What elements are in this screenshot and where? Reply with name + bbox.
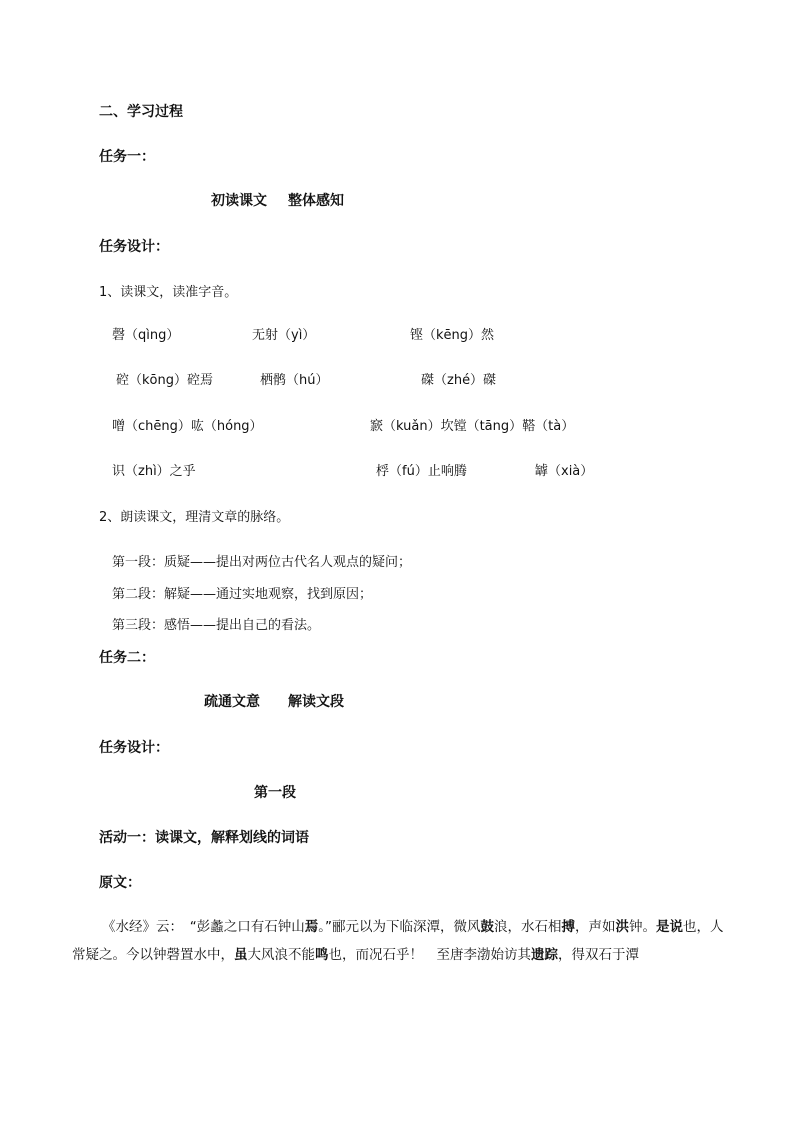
original-passage — [72, 913, 724, 969]
pron-item: 磔（zhé）磔 — [421, 373, 497, 388]
passage-segment: 也，人常疑之。今以钟磬置水中， — [72, 919, 724, 963]
passage-keyword: 虽 — [234, 947, 248, 963]
pron-item: 窾（kuǎn）坎镗（tāng）鞳（tà） — [370, 419, 575, 434]
passage-segment: 《水经》云： “彭蠡之口有石钟山 — [102, 919, 305, 935]
step1-text: 1、读课文，读准字音。 — [99, 285, 238, 300]
pron-item: 栖鹘（hú） — [260, 373, 329, 388]
passage-keyword: 鸣 — [315, 947, 329, 963]
pron-item: 无射（yì） — [252, 328, 316, 343]
task1-design-label: 任务设计： — [99, 239, 169, 255]
passage-segment: 也，而况石乎！ 至唐李渤始访其 — [328, 947, 531, 963]
passage-segment: 浪，水石相 — [494, 919, 562, 935]
task2-title-a: 疏通文意 — [204, 694, 260, 710]
task2-title-b: 解读文段 — [288, 694, 344, 710]
task2-design-label: 任务设计： — [99, 740, 169, 756]
passage-keyword: 是说 — [656, 919, 683, 935]
passage-keyword: 鼓 — [480, 919, 494, 935]
structure-item: 第二段：解疑——通过实地观察，找到原因； — [112, 587, 373, 602]
structure-item: 第一段：质疑——提出对两位古代名人观点的疑问； — [112, 555, 412, 570]
passage-segment: ，得双石于潭 — [558, 947, 639, 963]
pron-item: 硿（kōng）硿焉 — [116, 373, 213, 388]
pron-item: 铿（kēng）然 — [410, 328, 495, 343]
step2-text: 2、朗读课文，理清文章的脉络。 — [99, 510, 290, 525]
passage-keyword: 焉 — [304, 919, 319, 935]
pron-item: 罅（xià） — [535, 464, 594, 479]
passage-segment: 钟。 — [629, 919, 656, 935]
passage-keyword: 遗踪 — [531, 947, 558, 963]
section-heading: 二、学习过程 — [99, 104, 183, 120]
activity-label: 活动一：读课文，解释划线的词语 — [99, 830, 309, 846]
passage-segment: 。”郦元以为下临深潭，微风 — [318, 919, 481, 935]
pron-item: 噌（chēng）吰（hóng） — [112, 419, 263, 434]
pron-item: 识（zhì）之乎 — [112, 464, 196, 479]
task1-label: 任务一： — [99, 149, 155, 165]
task1-title-b: 整体感知 — [288, 193, 344, 209]
passage-keyword: 洪 — [615, 919, 629, 935]
pron-item: 磬（qìng） — [112, 328, 180, 343]
part-title: 第一段 — [254, 785, 296, 801]
passage-segment: 大风浪不能 — [247, 947, 315, 963]
task1-title-a: 初读课文 — [211, 193, 267, 209]
passage-keyword: 搏 — [561, 919, 575, 935]
passage-segment: ，声如 — [575, 919, 616, 935]
pron-item: 桴（fú）止响腾 — [376, 464, 467, 479]
task2-label: 任务二： — [99, 650, 155, 666]
structure-item: 第三段：感悟——提出自己的看法。 — [112, 618, 321, 633]
original-label: 原文： — [99, 875, 141, 891]
